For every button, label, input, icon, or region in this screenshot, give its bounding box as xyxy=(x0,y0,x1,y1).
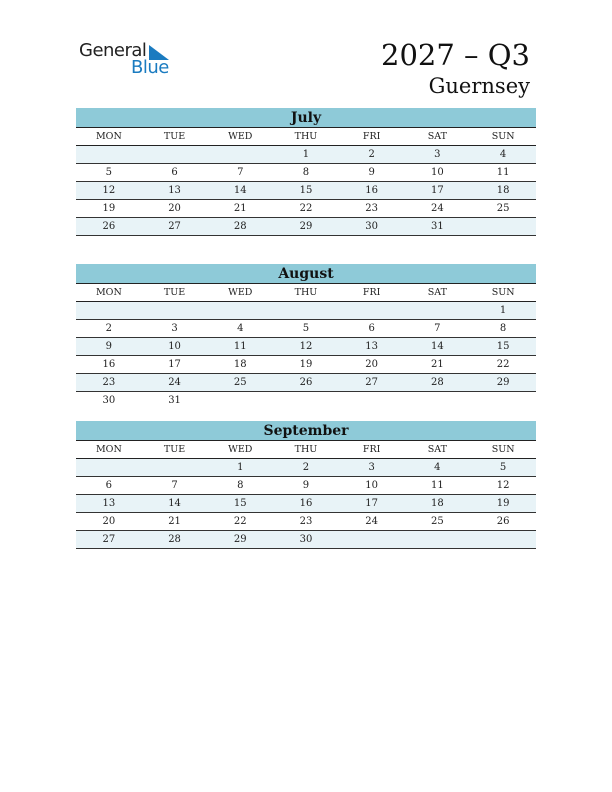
week-row xyxy=(76,374,536,392)
month-grid xyxy=(76,128,536,236)
day-cell: 5 xyxy=(470,459,536,477)
weekday-label: FRI xyxy=(339,284,405,302)
day-cell: 30 xyxy=(273,531,339,549)
day-cell: 27 xyxy=(339,374,405,392)
day-cell: 2 xyxy=(339,146,405,164)
day-cell xyxy=(142,302,208,320)
day-cell xyxy=(142,459,208,477)
day-cell: 9 xyxy=(339,164,405,182)
page-title: 2027 – Q3 xyxy=(381,38,530,72)
day-cell: 31 xyxy=(168,395,181,406)
day-cell: 21 xyxy=(405,356,471,374)
day-cell: 25 xyxy=(405,513,471,531)
day-cell: 22 xyxy=(273,200,339,218)
logo xyxy=(79,40,169,78)
day-cell xyxy=(470,392,536,410)
day-cell: 27 xyxy=(142,218,208,236)
day-cell: 10 xyxy=(405,164,471,182)
day-cell: 6 xyxy=(339,320,405,338)
day-cell: 13 xyxy=(142,182,208,200)
day-cell: 16 xyxy=(273,495,339,513)
week-row xyxy=(76,338,536,356)
month-title: July xyxy=(76,108,536,128)
day-cell: 7 xyxy=(405,320,471,338)
day-cell xyxy=(339,302,405,320)
day-cell: 13 xyxy=(339,338,405,356)
day-cell xyxy=(405,302,471,320)
day-cell: 12 xyxy=(470,477,536,495)
day-cell: 9 xyxy=(76,338,142,356)
day-cell: 17 xyxy=(142,356,208,374)
day-cell: 22 xyxy=(470,356,536,374)
day-cell: 18 xyxy=(207,356,273,374)
day-cell xyxy=(207,146,273,164)
day-cell: 20 xyxy=(339,356,405,374)
day-cell: 1 xyxy=(273,146,339,164)
country-name: Guernsey xyxy=(428,74,530,98)
weekday-label: WED xyxy=(207,284,273,302)
day-cell: 11 xyxy=(405,477,471,495)
week-row xyxy=(76,356,536,374)
day-cell xyxy=(76,302,142,320)
day-cell: 16 xyxy=(339,182,405,200)
day-cell: 29 xyxy=(470,374,536,392)
week-row xyxy=(76,477,536,495)
day-cell: 24 xyxy=(339,513,405,531)
day-cell: 2 xyxy=(76,320,142,338)
day-cell: 17 xyxy=(405,182,471,200)
day-cell: 23 xyxy=(339,200,405,218)
week-row xyxy=(76,513,536,531)
day-cell: 20 xyxy=(76,513,142,531)
day-cell: 15 xyxy=(273,182,339,200)
weekday-label: SUN xyxy=(470,441,536,459)
day-cell: 18 xyxy=(405,495,471,513)
day-cell: 28 xyxy=(207,218,273,236)
day-cell: 1 xyxy=(470,302,536,320)
weekday-label: FRI xyxy=(339,441,405,459)
week-row xyxy=(76,459,536,477)
day-cell: 21 xyxy=(142,513,208,531)
day-cell: 30 xyxy=(102,395,116,406)
day-cell: 6 xyxy=(142,164,208,182)
day-cell: 11 xyxy=(470,164,536,182)
month-grid xyxy=(76,284,536,409)
day-cell: 11 xyxy=(207,338,273,356)
day-cell: 25 xyxy=(207,374,273,392)
weekday-label: SUN xyxy=(470,284,536,302)
day-cell: 19 xyxy=(76,200,142,218)
month-title: September xyxy=(76,421,536,441)
day-cell: 13 xyxy=(76,495,142,513)
day-cell: 26 xyxy=(273,374,339,392)
day-cell: 14 xyxy=(142,495,208,513)
weekday-label: MON xyxy=(76,284,142,302)
day-cell xyxy=(339,531,405,549)
weekday-label: FRI xyxy=(339,128,405,146)
weekday-label: WED xyxy=(207,128,273,146)
day-cell xyxy=(207,302,273,320)
weekday-header-row xyxy=(76,128,536,146)
day-cell xyxy=(339,392,405,410)
week-row xyxy=(76,164,536,182)
day-cell xyxy=(405,531,471,549)
day-cell: 25 xyxy=(470,200,536,218)
day-cell: 1 xyxy=(207,459,273,477)
day-cell: 9 xyxy=(273,477,339,495)
day-cell: 10 xyxy=(142,338,208,356)
day-cell: 18 xyxy=(470,182,536,200)
weekday-label: SAT xyxy=(405,128,471,146)
day-cell: 24 xyxy=(405,200,471,218)
day-cell: 27 xyxy=(76,531,142,549)
day-cell: 5 xyxy=(76,164,142,182)
week-row xyxy=(76,218,536,236)
day-cell: 8 xyxy=(273,164,339,182)
weekday-label: TUE xyxy=(142,284,208,302)
day-cell: 28 xyxy=(405,374,471,392)
day-cell: 4 xyxy=(207,320,273,338)
day-cell: 3 xyxy=(339,459,405,477)
weekday-label: THU xyxy=(273,128,339,146)
day-cell: 20 xyxy=(142,200,208,218)
day-cell: 7 xyxy=(142,477,208,495)
week-row xyxy=(76,320,536,338)
week-row xyxy=(76,495,536,513)
weekday-label: MON xyxy=(76,441,142,459)
month-september xyxy=(76,421,536,549)
day-cell: 4 xyxy=(470,146,536,164)
day-cell xyxy=(207,392,273,410)
day-cell: 22 xyxy=(207,513,273,531)
day-cell: 19 xyxy=(470,495,536,513)
weekday-label: SUN xyxy=(470,128,536,146)
day-cell: 29 xyxy=(207,531,273,549)
day-cell: 24 xyxy=(142,374,208,392)
week-row xyxy=(76,392,536,410)
day-cell xyxy=(273,392,339,410)
day-cell: 28 xyxy=(142,531,208,549)
day-cell: 14 xyxy=(207,182,273,200)
day-cell: 23 xyxy=(273,513,339,531)
day-cell: 21 xyxy=(207,200,273,218)
day-cell xyxy=(405,392,471,410)
day-cell: 8 xyxy=(470,320,536,338)
weekday-label: SAT xyxy=(405,441,471,459)
day-cell: 19 xyxy=(273,356,339,374)
logo-text-blue: Blue xyxy=(131,57,169,78)
day-cell xyxy=(273,302,339,320)
day-cell: 14 xyxy=(405,338,471,356)
day-cell: 15 xyxy=(207,495,273,513)
month-july xyxy=(76,108,536,236)
day-cell: 5 xyxy=(273,320,339,338)
weekday-label: SAT xyxy=(405,284,471,302)
day-cell: 10 xyxy=(339,477,405,495)
day-cell: 15 xyxy=(470,338,536,356)
weekday-label: TUE xyxy=(142,441,208,459)
weekday-label: THU xyxy=(273,284,339,302)
week-row xyxy=(76,531,536,549)
day-cell: 6 xyxy=(76,477,142,495)
day-cell: 23 xyxy=(76,374,142,392)
day-cell: 3 xyxy=(405,146,471,164)
month-august xyxy=(76,264,536,409)
week-row xyxy=(76,200,536,218)
day-cell: 8 xyxy=(207,477,273,495)
day-cell: 16 xyxy=(76,356,142,374)
day-cell xyxy=(470,218,536,236)
day-cell: 30 xyxy=(339,218,405,236)
day-cell: 12 xyxy=(76,182,142,200)
logo-text-general: General xyxy=(79,40,147,61)
day-cell: 7 xyxy=(207,164,273,182)
weekday-header-row xyxy=(76,284,536,302)
day-cell: 29 xyxy=(273,218,339,236)
day-cell xyxy=(470,531,536,549)
day-cell xyxy=(76,459,142,477)
day-cell xyxy=(142,146,208,164)
day-cell: 3 xyxy=(142,320,208,338)
week-row xyxy=(76,302,536,320)
month-title: August xyxy=(76,264,536,284)
weekday-label: MON xyxy=(76,128,142,146)
week-row xyxy=(76,146,536,164)
day-cell xyxy=(76,146,142,164)
day-cell: 12 xyxy=(273,338,339,356)
day-cell: 31 xyxy=(405,218,471,236)
day-cell: 26 xyxy=(470,513,536,531)
day-cell: 17 xyxy=(339,495,405,513)
day-cell: 4 xyxy=(405,459,471,477)
weekday-label: THU xyxy=(273,441,339,459)
week-row xyxy=(76,182,536,200)
month-grid xyxy=(76,441,536,549)
weekday-label: WED xyxy=(207,441,273,459)
day-cell: 26 xyxy=(76,218,142,236)
weekday-header-row xyxy=(76,441,536,459)
weekday-label: TUE xyxy=(142,128,208,146)
day-cell: 2 xyxy=(273,459,339,477)
